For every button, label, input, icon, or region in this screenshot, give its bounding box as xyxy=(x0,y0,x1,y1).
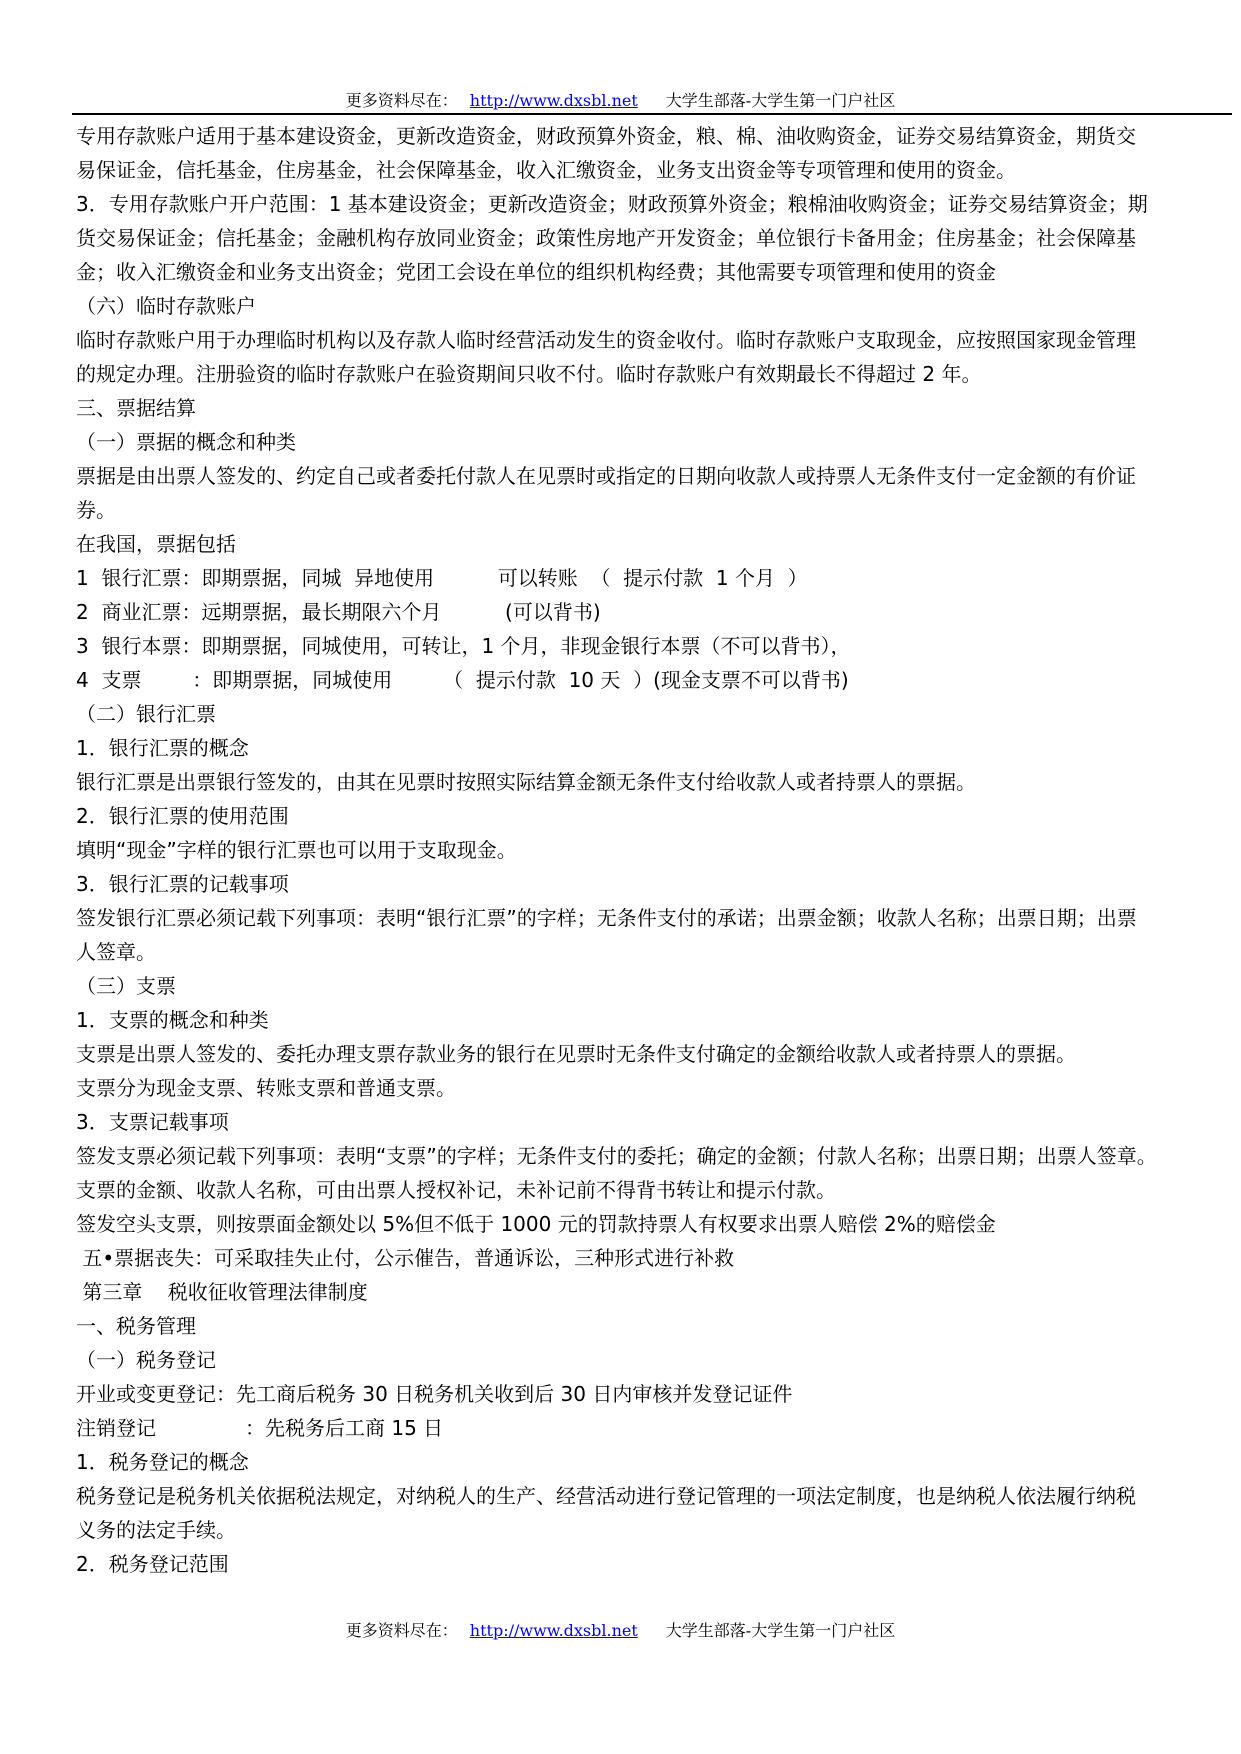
subsection-heading: 1．银行汇票的概念 xyxy=(76,736,249,760)
text-line: 券。 xyxy=(76,498,116,522)
text-line: 注销登记 ：先税务后工商 15 日 xyxy=(76,1416,444,1440)
text-line: 易保证金，信托基金，住房基金，社会保障基金，收入汇缴资金，业务支出资金等专项管理和使用的资金。 xyxy=(76,158,1016,182)
text-line: 银行汇票是出票银行签发的，由其在见票时按照实际结算金额无条件支付给收款人或者持票人的票据。 xyxy=(76,770,976,794)
section-heading: 一、税务管理 xyxy=(76,1314,196,1338)
text-line: 支票是出票人签发的、委托办理支票存款业务的银行在见票时无条件支付确定的金额给收款人或者持票人的票据。 xyxy=(76,1042,1076,1066)
document-body xyxy=(76,119,1230,1581)
section-heading: （三）支票 xyxy=(76,974,176,998)
subsection-heading: 1．税务登记的概念 xyxy=(76,1450,249,1474)
page-footer xyxy=(0,1618,1241,1641)
header-divider xyxy=(72,113,1232,115)
text-line: 税务登记是税务机关依据税法规定，对纳税人的生产、经营活动进行登记管理的一项法定制度，也是纳税人依法履行纳税 xyxy=(76,1484,1136,1508)
text-line: 货交易保证金；信托基金；金融机构存放同业资金；政策性房地产开发资金；单位银行卡备用金；住房基金；社会保障基 xyxy=(76,226,1136,250)
text-line: 填明“现金”字样的银行汇票也可以用于支取现金。 xyxy=(76,838,517,862)
section-heading: 三、票据结算 xyxy=(76,396,196,420)
footer-link[interactable]: http://www.dxsbl.net xyxy=(469,1621,638,1640)
list-item: 1 银行汇票：即期票据，同城 异地使用 可以转账 （ 提示付款 1 个月 ） xyxy=(76,566,808,590)
text-line: 五•票据丧失：可采取挂失止付，公示催告，普通诉讼，三种形式进行补救 xyxy=(76,1246,735,1270)
header-link[interactable]: http://www.dxsbl.net xyxy=(469,91,638,110)
subsection-heading: 2．税务登记范围 xyxy=(76,1552,229,1576)
list-item: 4 支票 ：即期票据，同城使用 （ 提示付款 10 天 ）(现金支票不可以背书) xyxy=(76,668,849,692)
list-item: 2 商业汇票：远期票据，最长期限六个月 (可以背书) xyxy=(76,600,601,624)
footer-site-name: 大学生部落-大学生第一门户社区 xyxy=(665,1621,896,1640)
subsection-heading: 1．支票的概念和种类 xyxy=(76,1008,269,1032)
text-line: 支票分为现金支票、转账支票和普通支票。 xyxy=(76,1076,456,1100)
text-line: 金；收入汇缴资金和业务支出资金；党团工会设在单位的组织机构经费；其他需要专项管理和使用的资金 xyxy=(76,260,996,284)
section-heading: （一）票据的概念和种类 xyxy=(76,430,296,454)
list-item: 3 银行本票：即期票据，同城使用，可转让，1 个月，非现金银行本票（不可以背书）， xyxy=(76,634,851,658)
text-line: 签发银行汇票必须记载下列事项：表明“银行汇票”的字样；无条件支付的承诺；出票金额；收款人名称；出票日期；出票 xyxy=(76,906,1137,930)
text-line: 在我国，票据包括 xyxy=(76,532,236,556)
header-site-name: 大学生部落-大学生第一门户社区 xyxy=(665,91,896,110)
text-line: 签发支票必须记载下列事项：表明“支票”的字样；无条件支付的委托；确定的金额；付款人名称；出票日期；出票人签章。 xyxy=(76,1144,1157,1168)
page-header xyxy=(0,88,1241,111)
text-line: 人签章。 xyxy=(76,940,156,964)
text-line: 开业或变更登记：先工商后税务 30 日税务机关收到后 30 日内审核并发登记证件 xyxy=(76,1382,793,1406)
text-line: 3．专用存款账户开户范围：1 基本建设资金；更新改造资金；财政预算外资金；粮棉油收购资金；证券交易结算资金；期 xyxy=(76,192,1148,216)
subsection-heading: 3．支票记载事项 xyxy=(76,1110,229,1134)
text-line: 签发空头支票，则按票面金额处以 5%但不低于 1000 元的罚款持票人有权要求出票人赔偿 2%的赔偿金 xyxy=(76,1212,996,1236)
footer-prefix: 更多资料尽在： xyxy=(345,1621,458,1640)
text-line: 义务的法定手续。 xyxy=(76,1518,236,1542)
text-line: 专用存款账户适用于基本建设资金，更新改造资金，财政预算外资金，粮、棉、油收购资金，证券交易结算资金，期货交 xyxy=(76,124,1136,148)
section-heading: （一）税务登记 xyxy=(76,1348,216,1372)
subsection-heading: 3．银行汇票的记载事项 xyxy=(76,872,289,896)
header-prefix: 更多资料尽在： xyxy=(345,91,458,110)
text-line: 的规定办理。注册验资的临时存款账户在验资期间只收不付。临时存款账户有效期最长不得超过 2 年。 xyxy=(76,362,982,386)
text-line: 支票的金额、收款人名称，可由出票人授权补记，未补记前不得背书转让和提示付款。 xyxy=(76,1178,836,1202)
text-line: 票据是由出票人签发的、约定自己或者委托付款人在见票时或指定的日期向收款人或持票人无条件支付一定金额的有价证 xyxy=(76,464,1136,488)
chapter-heading: 第三章 税收征收管理法律制度 xyxy=(76,1280,368,1304)
section-heading: （二）银行汇票 xyxy=(76,702,216,726)
section-heading: （六）临时存款账户 xyxy=(76,294,256,318)
subsection-heading: 2．银行汇票的使用范围 xyxy=(76,804,289,828)
text-line: 临时存款账户用于办理临时机构以及存款人临时经营活动发生的资金收付。临时存款账户支取现金，应按照国家现金管理 xyxy=(76,328,1136,352)
